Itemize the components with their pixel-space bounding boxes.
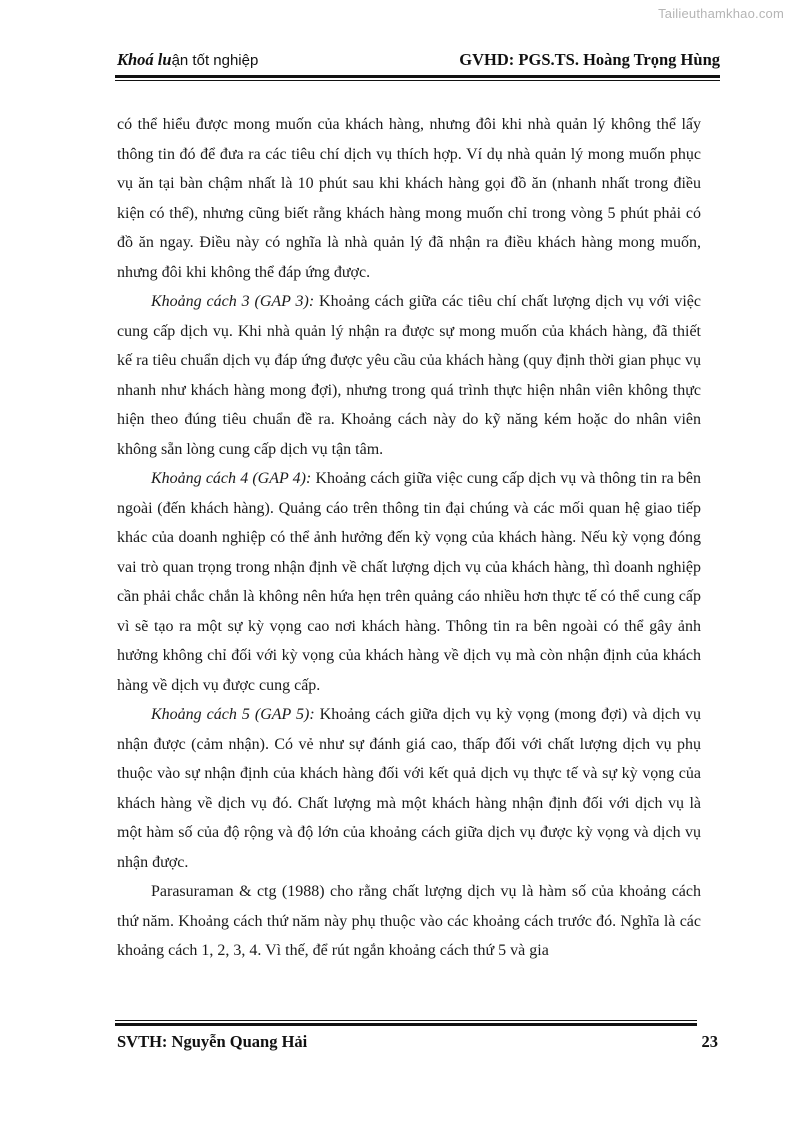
header-thesis-label-italic: Khoá lu (117, 50, 172, 69)
paragraph-parasuraman (117, 877, 701, 966)
paragraph-text: Khoảng cách giữa dịch vụ kỳ vọng (mong đợi) và dịch vụ nhận được (cảm nhận). Có vẻ như sự đánh giá cao, thấp đối với chất lượng dịch vụ phụ thuộc vào sự nhận định của khách hàng đối với kết quả dịch vụ thực tế và sự kỳ vọng của khách hàng về dịch vụ đó. Chất lượng mà một khách hàng nhận định đối với dịch vụ là một hàm số của độ rộng và độ lớn của khoảng cách giữa dịch vụ được kỳ vọng và dịch vụ nhận được. (117, 706, 701, 871)
paragraph-text: Khoảng cách giữa việc cung cấp dịch vụ và thông tin ra bên ngoài (đến khách hàng). Quảng cáo trên thông tin đại chúng và các mối quan hệ giao tiếp khác của doanh nghiệp có thể ảnh hưởng đến kỳ vọng của khách hàng. Nếu kỳ vọng đóng vai trò quan trọng trong nhận định về chất lượng dịch vụ của khách hàng, thì doanh nghiệp cần phải chắc chắn là không nên hứa hẹn trên quảng cáo nhiều hơn thực tế có thể cung cấp vì sẽ tạo ra một sự kỳ vọng cao nơi khách hàng. Thông tin ra bên ngoài có thể gây ảnh hưởng không chỉ đối với kỳ vọng của khách hàng về dịch vụ mà còn nhận định của khách hàng về dịch vụ được cung cấp. (117, 470, 702, 694)
paragraph-text: có thể hiểu được mong muốn của khách hàng, nhưng đôi khi nhà quản lý không thể lấy thông tin đó để đưa ra các tiêu chí dịch vụ thích hợp. Ví dụ nhà quản lý mong muốn phục vụ ăn tại bàn chậm nhất là 10 phút sau khi khách hàng gọi đồ ăn (nhanh nhất trong điều kiện có thể), nhưng cũng biết rằng khách hàng mong muốn chỉ trong vòng 5 phút phải có đồ ăn ngay. Điều này có nghĩa là nhà quản lý đã nhận ra điều khách hàng mong muốn, nhưng đôi khi không thể đáp ứng được. (117, 116, 701, 281)
paragraph-text: Parasuraman & ctg (1988) cho rằng chất lượng dịch vụ là hàm số của khoảng cách thứ năm. Khoảng cách thứ năm này phụ thuộc vào các khoảng cách trước đó. Nghĩa là các khoảng cách 1, 2, 3, 4. Vì thế, để rút ngắn khoảng cách thứ 5 và gia (117, 883, 701, 959)
paragraph-gap-4 (117, 464, 701, 700)
page-number: 23 (701, 1032, 718, 1051)
header-thesis-label-rest: ận tốt nghiệp (171, 52, 259, 69)
paragraph-gap-3 (117, 287, 701, 464)
paragraph-gap-5 (117, 700, 701, 877)
footer-student: SVTH: Nguyễn Quang Hải (117, 1032, 308, 1051)
footer-rule-thick (115, 1023, 697, 1026)
watermark: Tailieuthamkhao.com (658, 6, 784, 21)
paragraph-text: Khoảng cách giữa các tiêu chí chất lượng dịch vụ với việc cung cấp dịch vụ. Khi nhà quản lý nhận ra được sự mong muốn của khách hàng, đã thiết kế ra tiêu chuẩn dịch vụ đáp ứng được yêu cầu của khách hàng (quy định thời gian phục vụ nhanh như khách hàng mong đợi), nhưng trong quá trình thực hiện nhân viên không thực hiện theo đúng tiêu chuẩn đề ra. Khoảng cách này do kỹ năng kém hoặc do nhân viên không sẵn lòng cung cấp dịch vụ tận tâm. (117, 293, 701, 458)
header-rule-thick (115, 75, 720, 78)
header-rule-thin (115, 80, 720, 81)
page-header (117, 50, 720, 72)
page-footer (117, 1032, 720, 1054)
footer-rule-thin (115, 1020, 697, 1021)
header-supervisor: GVHD: PGS.TS. Hoàng Trọng Hùng (459, 50, 720, 69)
body-text (117, 110, 701, 966)
paragraph-lead: Khoảng cách 5 (GAP 5): (151, 706, 315, 723)
paragraph-1 (117, 110, 701, 287)
header-thesis-label (117, 50, 258, 70)
paragraph-lead: Khoảng cách 3 (GAP 3): (151, 293, 315, 310)
paragraph-lead: Khoảng cách 4 (GAP 4): (151, 470, 312, 487)
